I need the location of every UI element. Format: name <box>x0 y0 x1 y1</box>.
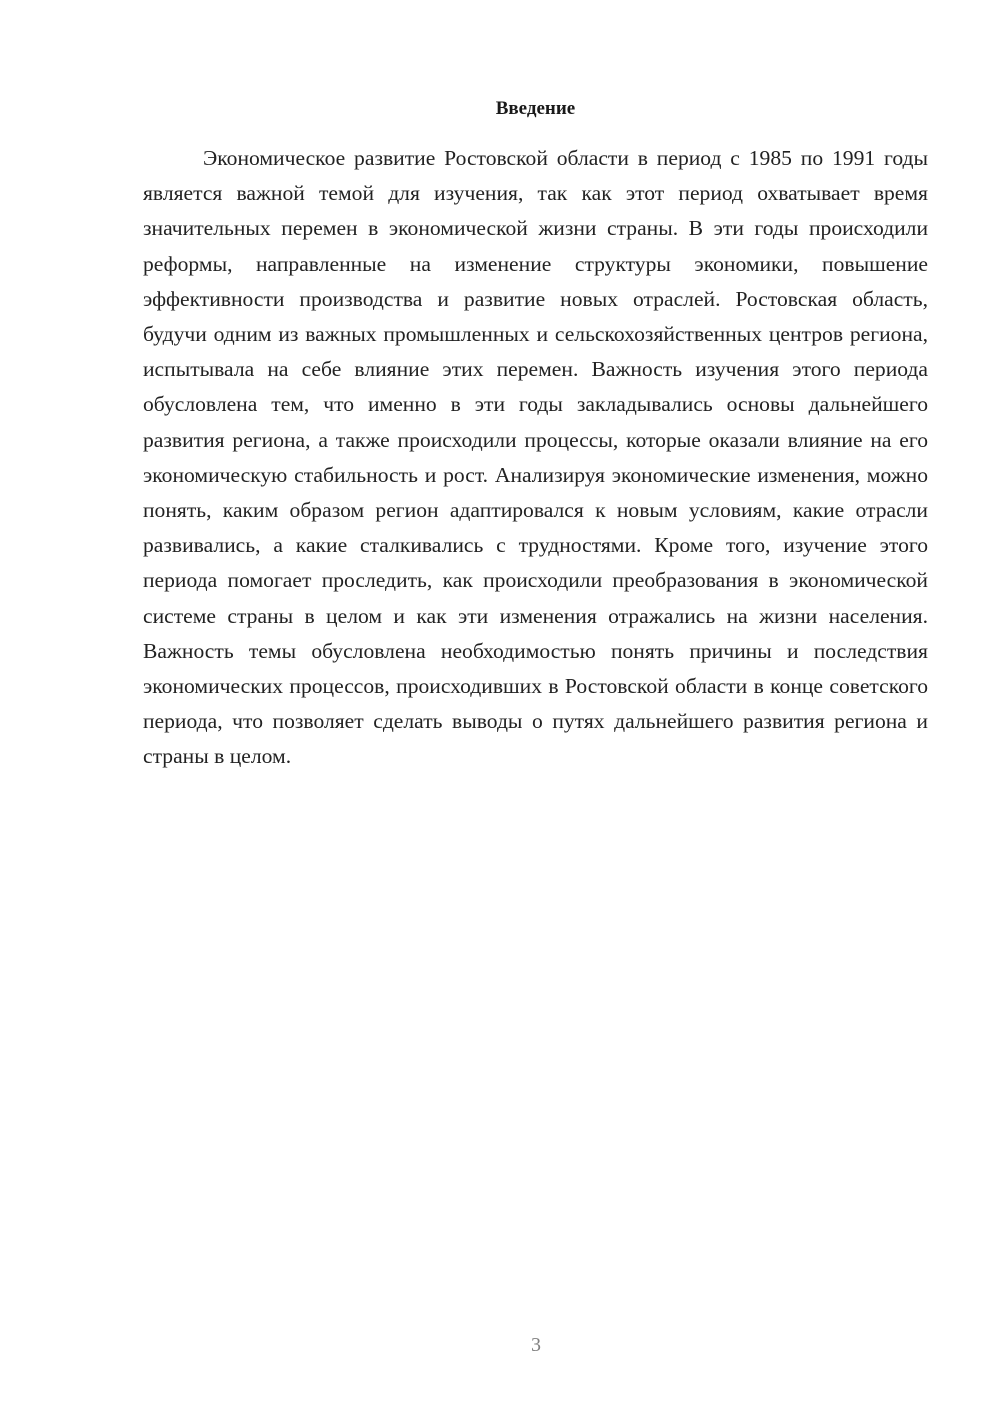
body-paragraph: Экономическое развитие Ростовской области в период с 1985 по 1991 годы является важной темой для изучения, так как этот период охватывает время значительных перемен в экономической жизни страны. В эти годы происходили реформы, направленные на изменение структуры экономики, повышение эффективности производства и развитие новых отраслей. Ростовская область, будучи одним из важных промышленных и сельскохозяйственных центров региона, испытывала на себе влияние этих перемен. Важность изучения этого периода обусловлена тем, что именно в эти годы закладывались основы дальнейшего развития региона, а также происходили процессы, которые оказали влияние на его экономическую стабильность и рост. Анализируя экономические изменения, можно понять, каким образом регион адаптировался к новым условиям, какие отрасли развивались, а какие сталкивались с трудностями. Кроме того, изучение этого периода помогает проследить, как происходили преобразования в экономической системе страны в целом и как эти изменения отражались на жизни населения. Важность темы обусловлена необходимостью понять причины и последствия экономических процессов, происходивших в Ростовской области в конце советского периода, что позволяет сделать выводы о путях дальнейшего развития региона и страны в целом. <box>143 146 928 769</box>
page-number: 3 <box>531 1334 541 1356</box>
section-heading: Введение <box>495 98 576 119</box>
